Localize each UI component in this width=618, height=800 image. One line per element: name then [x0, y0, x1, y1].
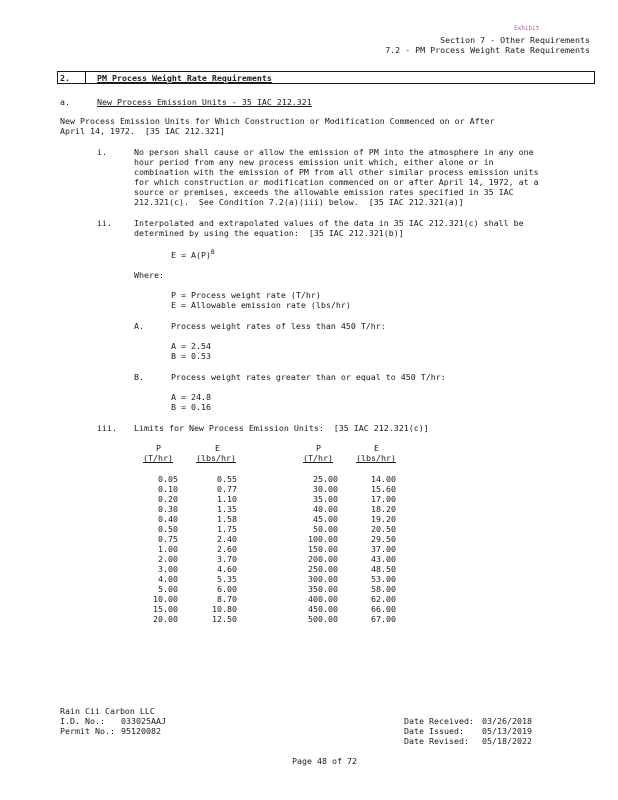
cell-e: 10.80 — [212, 604, 237, 614]
equation-base: E = A(P) — [171, 249, 211, 260]
cell-p: 450.00 — [308, 604, 338, 614]
cell-e: 29.50 — [371, 534, 396, 544]
cell-e: 48.50 — [371, 564, 396, 574]
cell-e: 1.35 — [217, 504, 237, 514]
case-a-label: A. — [134, 321, 144, 331]
cell-p: 35.00 — [313, 494, 338, 504]
cell-e: 12.50 — [212, 614, 237, 624]
cell-p: 2.00 — [158, 554, 178, 564]
footer-id-value: 033025AAJ — [121, 716, 166, 726]
footer-company: Rain Cii Carbon LLC — [60, 706, 155, 716]
case-a-a: A = 2.54 — [171, 341, 211, 351]
cell-p: 5.00 — [158, 584, 178, 594]
cell-e: 6.00 — [217, 584, 237, 594]
col-header-p-left: P — [156, 443, 161, 453]
item-ii-label: ii. — [97, 218, 112, 228]
item-iii-label: iii. — [97, 423, 117, 433]
cell-e: 62.00 — [371, 594, 396, 604]
cell-p: 0.75 — [158, 534, 178, 544]
item-ii-line: Interpolated and extrapolated values of the data in 35 IAC 212.321(c) shall be — [134, 218, 524, 228]
intro-line: April 14, 1972. [35 IAC 212.321] — [60, 126, 225, 136]
footer-received-value: 03/26/2018 — [482, 716, 532, 726]
section-number: 2. — [60, 73, 70, 83]
equation — [171, 250, 215, 259]
cell-e: 5.35 — [217, 574, 237, 584]
item-i-line: hour period from any new process emission unit which, either alone or in — [134, 157, 494, 167]
cell-p: 40.00 — [313, 504, 338, 514]
cell-e: 1.10 — [217, 494, 237, 504]
cell-e: 8.70 — [217, 594, 237, 604]
cell-e: 43.00 — [371, 554, 396, 564]
footer-received-label: Date Received: — [404, 716, 474, 726]
definition-e: E = Allowable emission rate (lbs/hr) — [171, 300, 351, 310]
case-b-label: B. — [134, 372, 144, 382]
footer-id-label: I.D. No.: — [60, 716, 105, 726]
cell-p: 15.00 — [153, 604, 178, 614]
footer-revised-value: 05/18/2022 — [482, 736, 532, 746]
intro-line: New Process Emission Units for Which Construction or Modification Commenced on or After — [60, 116, 495, 126]
cell-p: 45.00 — [313, 514, 338, 524]
cell-p: 100.00 — [308, 534, 338, 544]
cell-p: 0.05 — [158, 474, 178, 484]
cell-p: 0.30 — [158, 504, 178, 514]
cell-p: 500.00 — [308, 614, 338, 624]
cell-e: 1.58 — [217, 514, 237, 524]
section-bar-divider — [85, 71, 86, 84]
header-section: Section 7 - Other Requirements — [440, 35, 590, 45]
page-number: Page 48 of 72 — [292, 756, 357, 766]
col-unit-e-left: (lbs/hr) — [196, 453, 236, 463]
item-i-line: No person shall cause or allow the emission of PM into the atmosphere in any one — [134, 147, 534, 157]
cell-p: 0.50 — [158, 524, 178, 534]
col-header-e-right: E — [374, 443, 379, 453]
exhibit-stamp: Exhibit — [514, 25, 540, 32]
cell-p: 150.00 — [308, 544, 338, 554]
case-b-text: Process weight rates greater than or equal to 450 T/hr: — [171, 372, 446, 382]
cell-e: 17.00 — [371, 494, 396, 504]
case-b-a: A = 24.8 — [171, 392, 211, 402]
col-unit-p-right: (T/hr) — [303, 453, 333, 463]
footer-issued-label: Date Issued: — [404, 726, 464, 736]
item-i-label: i. — [97, 147, 107, 157]
cell-p: 3.00 — [158, 564, 178, 574]
cell-p: 25.00 — [313, 474, 338, 484]
cell-e: 18.20 — [371, 504, 396, 514]
item-i-line: combination with the emission of PM from all other similar process emission units — [134, 167, 539, 177]
definition-p: P = Process weight rate (T/hr) — [171, 290, 321, 300]
cell-e: 37.00 — [371, 544, 396, 554]
cell-p: 4.00 — [158, 574, 178, 584]
col-header-p-right: P — [316, 443, 321, 453]
cell-e: 53.00 — [371, 574, 396, 584]
col-unit-e-right: (lbs/hr) — [356, 453, 396, 463]
footer-permit-label: Permit No.: — [60, 726, 115, 736]
cell-e: 4.60 — [217, 564, 237, 574]
cell-p: 0.10 — [158, 484, 178, 494]
section-title: PM Process Weight Rate Requirements — [97, 73, 272, 83]
cell-e: 66.00 — [371, 604, 396, 614]
cell-e: 1.75 — [217, 524, 237, 534]
item-i-line: 212.321(c). See Condition 7.2(a)(iii) below. [35 IAC 212.321(a)] — [134, 197, 464, 207]
footer-permit-value: 95120082 — [121, 726, 161, 736]
item-ii-line: determined by using the equation: [35 IAC 212.321(b)] — [134, 228, 404, 238]
header-subsection: 7.2 - PM Process Weight Rate Requirements — [385, 45, 590, 55]
cell-e: 2.40 — [217, 534, 237, 544]
cell-p: 350.00 — [308, 584, 338, 594]
item-iii-text: Limits for New Process Emission Units: [35 IAC 212.321(c)] — [134, 423, 429, 433]
cell-p: 30.00 — [313, 484, 338, 494]
case-a-text: Process weight rates of less than 450 T/hr: — [171, 321, 386, 331]
cell-e: 67.00 — [371, 614, 396, 624]
cell-p: 300.00 — [308, 574, 338, 584]
cell-e: 2.60 — [217, 544, 237, 554]
cell-e: 0.55 — [217, 474, 237, 484]
case-b-b: B = 0.16 — [171, 402, 211, 412]
footer-revised-label: Date Revised: — [404, 736, 469, 746]
cell-p: 400.00 — [308, 594, 338, 604]
where-label: Where: — [134, 270, 164, 280]
item-i-line: for which construction or modification commenced on or after April 14, 1972, at a — [134, 177, 539, 187]
item-i-line: source or premises, exceeds the allowable emission rates specified in 35 IAC — [134, 187, 514, 197]
subsection-title: New Process Emission Units - 35 IAC 212.321 — [97, 97, 312, 107]
cell-p: 1.00 — [158, 544, 178, 554]
cell-p: 200.00 — [308, 554, 338, 564]
cell-p: 20.00 — [153, 614, 178, 624]
cell-p: 0.20 — [158, 494, 178, 504]
cell-e: 0.77 — [217, 484, 237, 494]
subsection-letter: a. — [60, 97, 70, 107]
col-unit-p-left: (T/hr) — [143, 453, 173, 463]
cell-e: 15.60 — [371, 484, 396, 494]
cell-p: 250.00 — [308, 564, 338, 574]
cell-e: 19.20 — [371, 514, 396, 524]
cell-p: 50.00 — [313, 524, 338, 534]
cell-e: 20.50 — [371, 524, 396, 534]
cell-e: 58.00 — [371, 584, 396, 594]
cell-e: 14.00 — [371, 474, 396, 484]
col-header-e-left: E — [215, 443, 220, 453]
footer-issued-value: 05/13/2019 — [482, 726, 532, 736]
cell-p: 0.40 — [158, 514, 178, 524]
case-a-b: B = 0.53 — [171, 351, 211, 361]
cell-e: 3.70 — [217, 554, 237, 564]
equation-exponent: B — [210, 249, 215, 256]
cell-p: 10.00 — [153, 594, 178, 604]
